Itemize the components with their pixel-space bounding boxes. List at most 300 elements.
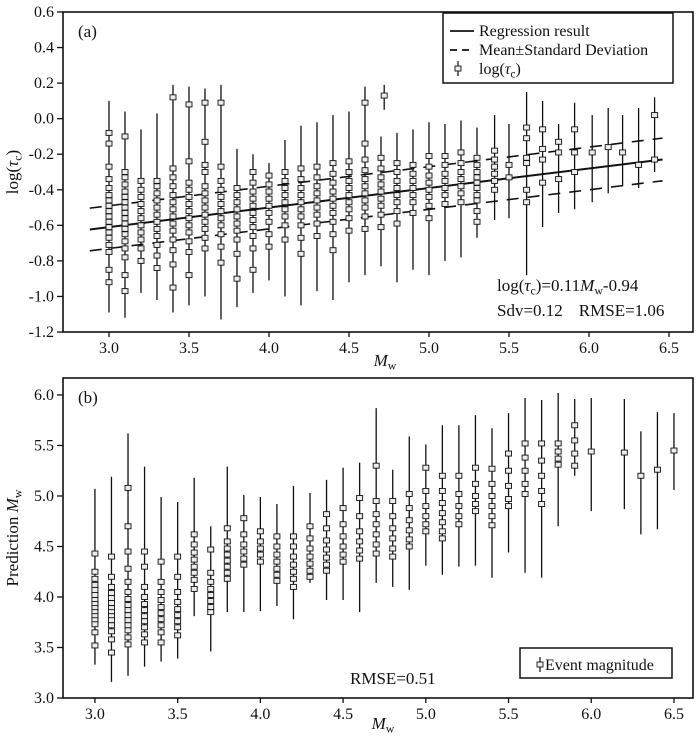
data-point: [186, 216, 192, 221]
data-point: [154, 191, 160, 196]
data-point: [142, 640, 148, 645]
panel-label: (a): [78, 22, 97, 41]
legend-marker-swatch: [537, 662, 543, 667]
data-point: [106, 242, 112, 247]
data-point: [250, 203, 256, 208]
data-point: [125, 485, 131, 490]
data-point: [472, 502, 478, 507]
y-axis-label: Prediction $M_w$: [3, 489, 25, 587]
data-point: [202, 235, 208, 240]
data-point: [106, 164, 112, 169]
data-point: [224, 558, 230, 563]
data-point: [406, 528, 412, 533]
data-point: [250, 225, 256, 230]
data-point: [186, 250, 192, 255]
data-point: [426, 154, 432, 159]
data-point: [378, 203, 384, 208]
data-point: [106, 280, 112, 285]
legend-entry-label: Event magnitude: [545, 657, 654, 674]
data-point: [556, 177, 562, 182]
data-point: [373, 499, 379, 504]
data-point: [224, 552, 230, 557]
x-axis-label: $M_w$: [371, 714, 395, 736]
data-point: [106, 177, 112, 182]
data-point: [108, 596, 114, 601]
data-point: [202, 170, 208, 175]
data-point: [572, 438, 578, 443]
data-point: [125, 597, 131, 602]
data-point: [191, 557, 197, 562]
data-point: [330, 161, 336, 166]
legend-entry-label: Mean±Standard Deviation: [479, 42, 649, 59]
data-point: [170, 262, 176, 267]
data-point: [298, 207, 304, 212]
data-point: [142, 614, 148, 619]
data-point: [154, 242, 160, 247]
data-point: [439, 511, 445, 516]
data-point: [122, 226, 128, 231]
data-point: [106, 235, 112, 240]
data-point: [442, 171, 448, 176]
data-point: [290, 544, 296, 549]
data-point: [241, 532, 247, 537]
data-point: [122, 216, 128, 221]
data-point: [652, 157, 658, 162]
data-point: [257, 552, 263, 557]
data-point: [489, 493, 495, 498]
data-point: [340, 552, 346, 557]
data-point: [138, 202, 144, 207]
data-point: [125, 589, 131, 594]
data-point: [122, 134, 128, 139]
data-point: [170, 193, 176, 198]
data-point: [158, 579, 164, 584]
data-point: [234, 276, 240, 281]
data-point: [234, 200, 240, 205]
data-point: [106, 193, 112, 198]
data-point: [307, 536, 313, 541]
data-point: [340, 506, 346, 511]
data-point: [257, 539, 263, 544]
data-point: [138, 246, 144, 251]
data-point: [138, 216, 144, 221]
data-point: [106, 209, 112, 214]
data-point: [218, 216, 224, 221]
data-point: [378, 212, 384, 217]
data-point: [106, 186, 112, 191]
data-point: [250, 170, 256, 175]
data-point: [324, 526, 330, 531]
data-point: [186, 202, 192, 207]
data-point: [234, 193, 240, 198]
data-point: [423, 465, 429, 470]
data-point: [106, 219, 112, 224]
data-point: [170, 200, 176, 205]
data-point: [362, 100, 368, 105]
data-point: [373, 463, 379, 468]
annotation-text: $\log(\tau_c)=0.11M_w-0.94$: [497, 276, 639, 298]
data-point: [266, 182, 272, 187]
data-point: [106, 214, 112, 219]
data-point: [106, 250, 112, 255]
data-point: [362, 205, 368, 210]
data-point: [122, 200, 128, 205]
data-point: [378, 225, 384, 230]
data-point: [439, 520, 445, 525]
data-point: [394, 221, 400, 226]
panel-b: [3, 378, 693, 736]
data-point: [170, 237, 176, 242]
data-point: [170, 248, 176, 253]
data-point: [108, 629, 114, 634]
data-point: [362, 191, 368, 196]
y-tick-label: 4.0: [34, 588, 54, 606]
data-point: [224, 539, 230, 544]
x-tick-label: 5.0: [419, 340, 439, 357]
data-point: [92, 622, 98, 627]
data-point: [524, 125, 530, 130]
data-point: [175, 633, 181, 638]
data-point: [170, 207, 176, 212]
data-point: [540, 180, 546, 185]
data-point: [572, 170, 578, 175]
data-point: [474, 198, 480, 203]
data-point: [426, 187, 432, 192]
data-point: [290, 554, 296, 559]
data-point: [191, 542, 197, 547]
data-point: [458, 177, 464, 182]
data-point: [234, 228, 240, 233]
data-point: [489, 523, 495, 528]
x-tick-label: 6.0: [579, 340, 599, 357]
data-point: [489, 466, 495, 471]
data-point: [423, 522, 429, 527]
data-point: [224, 570, 230, 575]
data-point: [298, 166, 304, 171]
data-point: [522, 481, 528, 486]
data-point: [423, 514, 429, 519]
data-point: [138, 223, 144, 228]
data-point: [218, 164, 224, 169]
data-point: [298, 235, 304, 240]
data-point: [621, 450, 627, 455]
data-point: [346, 159, 352, 164]
data-point: [170, 228, 176, 233]
data-point: [539, 458, 545, 463]
data-point: [191, 532, 197, 537]
data-point: [390, 546, 396, 551]
data-point: [474, 219, 480, 224]
data-point: [191, 577, 197, 582]
data-point: [234, 221, 240, 226]
data-point: [208, 570, 214, 575]
data-point: [108, 590, 114, 595]
data-point: [314, 205, 320, 210]
data-point: [456, 491, 462, 496]
data-point: [340, 522, 346, 527]
data-point: [423, 504, 429, 509]
data-point: [241, 549, 247, 554]
data-point: [456, 522, 462, 527]
data-point: [241, 556, 247, 561]
data-point: [202, 205, 208, 210]
data-point: [474, 209, 480, 214]
x-tick-label: 3.0: [84, 706, 105, 723]
y-tick-label: 3.5: [34, 639, 54, 657]
data-point: [158, 598, 164, 603]
data-point: [357, 548, 363, 553]
data-point: [218, 187, 224, 192]
data-point: [390, 536, 396, 541]
data-point: [357, 514, 363, 519]
legend-entry-label: Regression result: [479, 23, 590, 40]
data-point: [218, 244, 224, 249]
data-point: [125, 549, 131, 554]
data-point: [539, 502, 545, 507]
data-point: [439, 536, 445, 541]
data-point: [218, 223, 224, 228]
data-point: [298, 251, 304, 256]
data-point: [186, 230, 192, 235]
data-point: [122, 210, 128, 215]
data-point: [307, 561, 313, 566]
data-point: [472, 493, 478, 498]
x-tick-label: 6.5: [663, 706, 684, 723]
data-point: [492, 171, 498, 176]
data-point: [125, 608, 131, 613]
data-point: [122, 205, 128, 210]
data-point: [324, 512, 330, 517]
x-tick-label: 6.0: [581, 706, 602, 723]
data-point: [314, 175, 320, 180]
data-point: [572, 127, 578, 132]
data-point: [175, 554, 181, 559]
data-point: [357, 529, 363, 534]
data-point: [142, 619, 148, 624]
data-point: [390, 514, 396, 519]
data-point: [589, 150, 595, 155]
data-point: [330, 196, 336, 201]
data-point: [224, 526, 230, 531]
data-point: [362, 177, 368, 182]
data-point: [307, 568, 313, 573]
y-tick-label: 0.6: [34, 4, 54, 21]
data-point: [274, 544, 280, 549]
data-point: [426, 173, 432, 178]
data-point: [154, 253, 160, 258]
data-point: [202, 246, 208, 251]
data-point: [390, 526, 396, 531]
data-point: [234, 251, 240, 256]
data-point: [154, 212, 160, 217]
data-point: [224, 564, 230, 569]
data-point: [671, 448, 677, 453]
data-point: [458, 170, 464, 175]
x-tick-label: 4.0: [259, 340, 279, 357]
data-point: [175, 625, 181, 630]
data-point: [442, 193, 448, 198]
data-point: [330, 219, 336, 224]
data-point: [572, 451, 578, 456]
x-tick-label: 5.5: [498, 706, 519, 723]
data-point: [314, 221, 320, 226]
data-point: [154, 219, 160, 224]
data-point: [522, 455, 528, 460]
x-tick-label: 4.0: [250, 706, 271, 723]
data-point: [170, 95, 176, 100]
data-point: [186, 159, 192, 164]
data-point: [92, 569, 98, 574]
data-point: [250, 210, 256, 215]
data-point: [266, 244, 272, 249]
data-point: [406, 506, 412, 511]
data-point: [406, 518, 412, 523]
data-point: [186, 209, 192, 214]
data-point: [298, 214, 304, 219]
data-point: [175, 574, 181, 579]
data-point: [175, 619, 181, 624]
data-point: [250, 196, 256, 201]
data-point: [314, 212, 320, 217]
data-point: [158, 559, 164, 564]
data-point: [154, 234, 160, 239]
data-point: [346, 186, 352, 191]
y-tick-label: 4.5: [34, 538, 54, 556]
data-point: [330, 210, 336, 215]
panel-a: [3, 4, 693, 373]
data-point: [378, 175, 384, 180]
data-point: [290, 569, 296, 574]
data-point: [410, 178, 416, 183]
data-point: [442, 178, 448, 183]
data-point: [456, 473, 462, 478]
data-point: [208, 547, 214, 552]
data-point: [208, 592, 214, 597]
data-point: [250, 189, 256, 194]
data-point: [125, 642, 131, 647]
data-point: [154, 198, 160, 203]
data-point: [540, 127, 546, 132]
data-point: [373, 551, 379, 556]
data-point: [138, 258, 144, 263]
data-point: [506, 162, 512, 167]
data-point: [458, 184, 464, 189]
data-point: [218, 260, 224, 265]
data-point: [489, 514, 495, 519]
data-point: [154, 178, 160, 183]
data-point: [654, 467, 660, 472]
data-point: [142, 625, 148, 630]
data-point: [458, 191, 464, 196]
data-point: [250, 180, 256, 185]
data-point: [202, 100, 208, 105]
data-point: [266, 196, 272, 201]
data-point: [266, 219, 272, 224]
data-point: [138, 209, 144, 214]
data-point: [122, 194, 128, 199]
data-point: [556, 150, 562, 155]
panel-a-legend: [443, 13, 673, 83]
data-point: [250, 218, 256, 223]
data-point: [298, 177, 304, 182]
data-point: [186, 223, 192, 228]
data-point: [426, 203, 432, 208]
data-point: [290, 576, 296, 581]
data-point: [572, 150, 578, 155]
data-point: [307, 524, 313, 529]
data-point: [362, 214, 368, 219]
panel-b-legend: [520, 648, 672, 678]
y-tick-label: 3.0: [34, 690, 54, 707]
panel-b-points: [92, 423, 677, 655]
data-point: [106, 203, 112, 208]
data-point: [122, 289, 128, 294]
data-point: [92, 587, 98, 592]
data-point: [390, 499, 396, 504]
data-point: [106, 230, 112, 235]
data-point: [125, 628, 131, 633]
data-point: [378, 182, 384, 187]
data-point: [218, 194, 224, 199]
data-point: [340, 544, 346, 549]
data-point: [492, 187, 498, 192]
data-point: [346, 193, 352, 198]
data-point: [362, 157, 368, 162]
data-point: [474, 175, 480, 180]
data-point: [125, 635, 131, 640]
data-point: [524, 200, 530, 205]
data-point: [524, 161, 530, 166]
data-point: [373, 512, 379, 517]
data-point: [442, 162, 448, 167]
data-point: [307, 546, 313, 551]
data-point: [158, 640, 164, 645]
data-point: [218, 202, 224, 207]
data-point: [186, 180, 192, 185]
data-point: [492, 148, 498, 153]
data-point: [138, 178, 144, 183]
panel-b-errorbars: [95, 393, 674, 682]
data-point: [142, 608, 148, 613]
y-tick-label: 0.4: [34, 39, 54, 57]
data-point: [406, 537, 412, 542]
y-tick-label: 0.2: [34, 75, 54, 93]
data-point: [266, 173, 272, 178]
data-point: [191, 550, 197, 555]
data-point: [492, 157, 498, 162]
data-point: [638, 473, 644, 478]
data-point: [314, 191, 320, 196]
data-point: [125, 603, 131, 608]
data-point: [122, 221, 128, 226]
data-point: [274, 534, 280, 539]
data-point: [92, 643, 98, 648]
data-point: [314, 164, 320, 169]
data-point: [186, 194, 192, 199]
data-point: [125, 613, 131, 618]
data-point: [362, 141, 368, 146]
data-point: [208, 599, 214, 604]
data-point: [142, 594, 148, 599]
y-axis-label: $\log(\tau_c)$: [3, 149, 25, 195]
data-point: [298, 193, 304, 198]
data-point: [122, 255, 128, 260]
data-point: [423, 488, 429, 493]
data-point: [588, 449, 594, 454]
data-point: [605, 145, 611, 150]
data-point: [266, 203, 272, 208]
data-point: [410, 186, 416, 191]
